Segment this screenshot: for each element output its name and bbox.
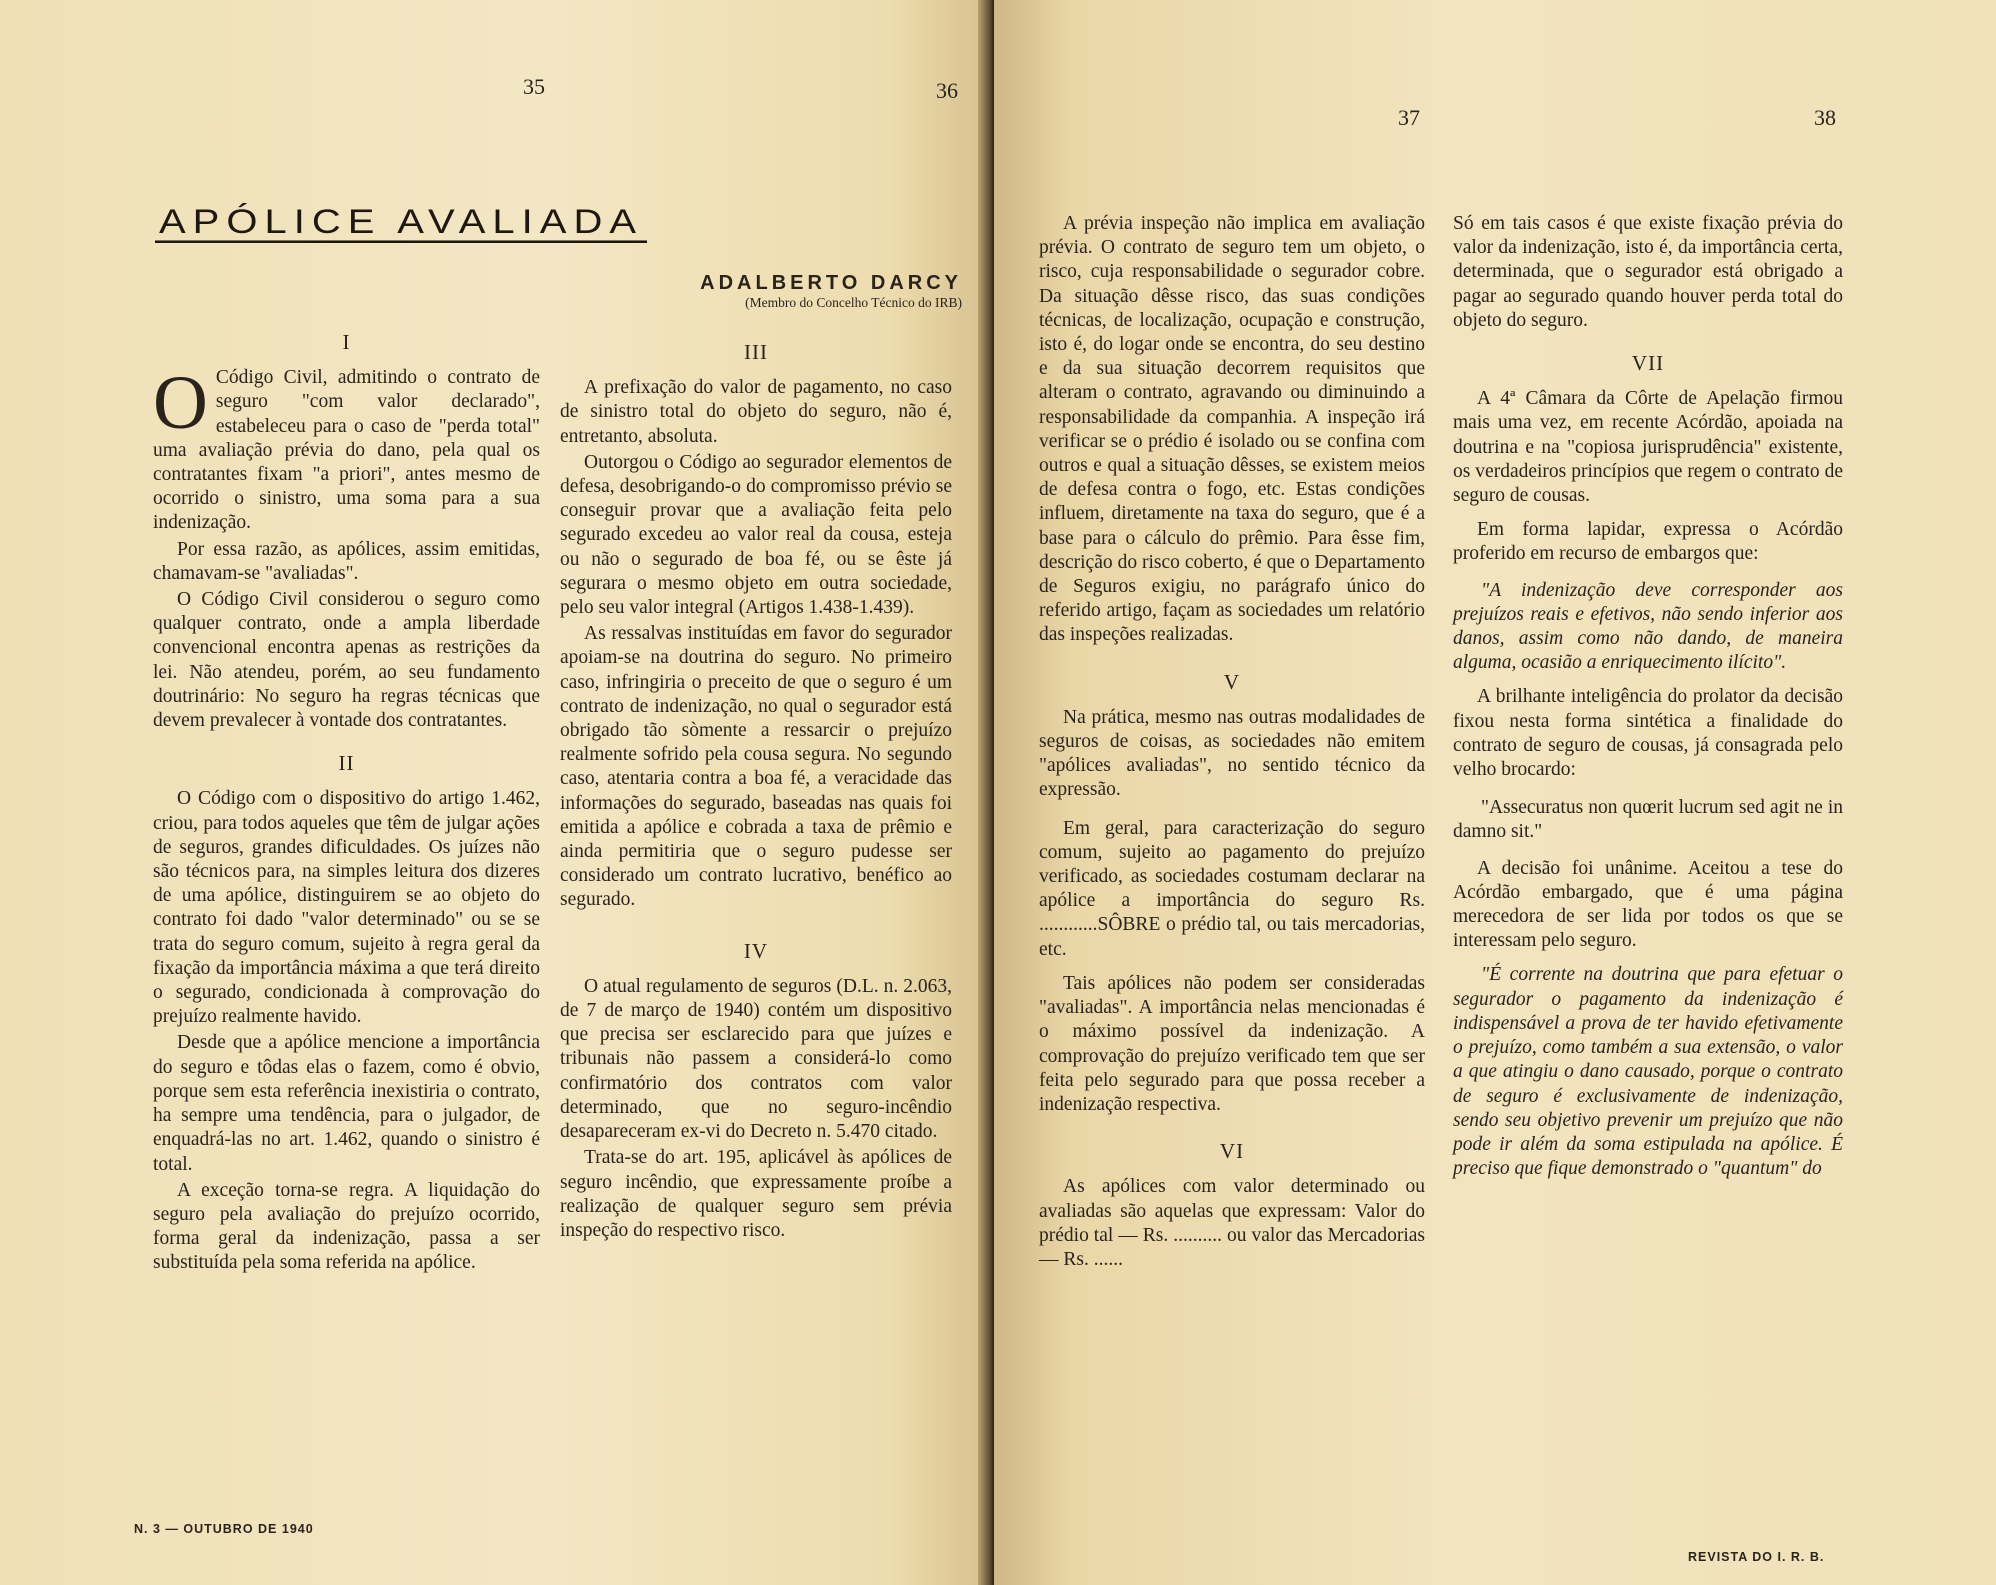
column-2 (560, 330, 952, 1243)
footer-journal: REVISTA DO I. R. B. (1688, 1550, 1825, 1564)
paragraph: A prévia inspeção não implica em avaliação prévia. O contrato de seguro tem um objeto, o risco, cuja responsabilidade o segurador cobre. Da situação dêsse risco, das suas condições técnicas, de localização, ocupação e construção, isto é, do logar onde se encontra, do seu destino e da sua situação decorrem requisitos que alteram o contrato, agravando ou diminuindo a responsabilidade da companhia. A inspeção irá verificar se o prédio é isolado ou se confina com outros e qual a situação dêsses, se existem meios de defesa contra o fogo, etc. Estas condições influem, diretamente na taxa do seguro, que é a base para o cálculo do prêmio. Para êsse fim, descrição do risco coberto, é que o Departamento de Seguros exigiu, no parágrafo único do referido artigo, façam as sociedades um relatório das inspeções realizadas. (1039, 213, 1425, 646)
section-heading-VI: VI (1219, 1139, 1245, 1164)
paragraph: A brilhante inteligência do prolator da decisão fixou nesta forma sintética a finalidade do contrato de seguro de cousas, já consagrada pelo velho brocardo: (1453, 686, 1843, 781)
paragraph: As ressalvas instituídas em favor do segurador apoiam-se na doutrina do seguro. No primeiro caso, infringiria o preceito de que o seguro é um contrato de indenização, no qual o segurador está obrigado tão sòmente a ressarcir o prejuízo realmente sofrido pela cousa segura. No segundo caso, atentaria contra a boa fé, a veracidade das informações do segurado, baseadas nas quais foi emitida a apólice e cobrada a taxa de prêmio e ainda permitiria que o seguro pudesse ser considerado um contrato lucrativo, benéfico ao segurado. (560, 623, 952, 911)
author-affiliation: (Membro do Concelho Técnico do IRB) (745, 295, 962, 310)
section-heading-VII: VII (1631, 351, 1665, 376)
page-number-37: 37 (1398, 105, 1420, 130)
page-number-36: 36 (936, 78, 958, 103)
page-number-38: 38 (1814, 105, 1836, 130)
paragraph: A decisão foi unânime. Aceitou a tese do Acórdão embargado, que é uma página merecedora de ser lida por todos os que se interessam pelo seguro. (1453, 857, 1843, 952)
footer-issue: N. 3 — OUTUBRO DE 1940 (134, 1522, 314, 1536)
column-4 (1453, 212, 1843, 1181)
column-3 (1039, 212, 1425, 1272)
paragraph: Em geral, para caracterização do seguro comum, sujeito ao pagamento do prejuízo verificado, as sociedades costumam declarar na apólice a importância do seguro Rs. ............SÔBRE o prédio tal, ou tais mercadorias, etc. (1039, 817, 1425, 960)
paragraph: O Código Civil considerou o seguro como qualquer contrato, onde a ampla liberdade convencional encontra apenas as restrições da lei. Não atendeu, porém, ao seu fundamento doutrinário: No seguro ha regras técnicas que devem prevalecer à vontade dos contratantes. (153, 589, 540, 732)
latin-quotation: "Assecuratus non quœrit lucrum sed agit ne in damno sit." (1453, 797, 1843, 843)
right-page (994, 0, 1996, 1585)
left-page (0, 0, 990, 1585)
paragraph: As apólices com valor determinado ou avaliadas são aquelas que expressam: Valor do prédio tal — Rs. .......... ou valor das Mercadorias — Rs. ...... (1039, 1176, 1425, 1270)
paragraph: Só em tais casos é que existe fixação prévia do valor da indenização, isto é, da importância certa, determinada, que o segurador está obrigado a pagar ao segurado quando houver perda total do objeto do seguro. (1453, 213, 1843, 331)
section-heading-II: II (338, 751, 355, 776)
page-number-35: 35 (523, 74, 545, 99)
paragraph: Trata-se do art. 195, aplicável às apólices de seguro incêndio, que expressamente proíbe a realização de qualquer seguro sem prévia inspeção do respectivo risco. (560, 1147, 952, 1241)
quotation: "É corrente na doutrina que para efetuar o segurador o pagamento da indenização é indispensável a prova de ter havido efetivamente o prejuízo, como também a sua extensão, o valor a que atingiu o dano causado, porque o contrato de seguro é exclusivamente de indenização, sendo seu objetivo prevenir um prejuízo que não pode ir além da soma estipulada na apólice. É preciso que fique demonstrado o "quantum" do (1453, 964, 1843, 1180)
byline (560, 272, 962, 311)
paragraph: Desde que a apólice mencione a importância do seguro e tôdas elas o fazem, como é obvio, porque sem esta referência inexistiria o contrato, ha sempre uma tendência, para o julgador, de enquadrá-las no art. 1.462, quando o sinistro é total. (153, 1032, 540, 1175)
paragraph: Em forma lapidar, expressa o Acórdão proferido em recurso de embargos que: (1453, 519, 1843, 565)
column-1 (153, 322, 540, 1276)
drop-cap: O (153, 361, 208, 446)
paragraph: O Código com o dispositivo do artigo 1.462, criou, para todos aqueles que têm de julgar ações de seguros, grandes dificuldades. Os juízes não são técnicos para, na simples leitura dos dizeres de uma apólice, distinguirem se ao objeto do contrato foi dado "valor determinado" ou se se trata do seguro comum, sujeito à regra geral da fixação da importância máxima a que terá direito o segurado, condicionada à comprovação do prejuízo realmente havido. (153, 788, 540, 1028)
section-heading-IV: IV (743, 938, 769, 963)
paragraph: Na prática, mesmo nas outras modalidades de seguros de coisas, as sociedades não emitem "apólices avaliadas", no sentido técnico da expressão. (1039, 706, 1425, 801)
article-title: APÓLICE AVALIADA (155, 203, 647, 243)
paragraph: Outorgou o Código ao segurador elementos de defesa, desobrigando-o do compromisso prévio se conseguir provar que a avaliação feita pelo segurado excedeu ao valor real da cousa, esteja ou não o segurado de boa fé, ou se êste já segurara o mesmo objeto em outra sociedade, pelo seu valor integral (Artigos 1.438-1.439). (560, 451, 952, 619)
section-heading-V: V (1223, 669, 1241, 694)
paragraph: O atual regulamento de seguros (D.L. n. 2.063, de 7 de março de 1940) contém um dispositivo que precisa ser esclarecido para que juízes e tribunais não passem a considerá-lo como confirmatório dos contratos com valor determinado, que no seguro-incêndio desapareceram ex-vi do Decreto n. 5.470 citado. (560, 975, 952, 1143)
section-heading-I: I (342, 330, 351, 354)
article-title-wrap (155, 196, 647, 243)
paragraph: A 4ª Câmara da Côrte de Apelação firmou mais uma vez, em recente Acórdão, apoiada na doutrina e na "copiosa jurisprudência" existente, os verdadeiros princípios que regem o contrato de seguro de cousas. (1453, 388, 1843, 507)
paragraph: A exceção torna-se regra. A liquidação do seguro pela avaliação do prejuízo ocorrido, forma geral da indenização, passa a ser substituída pela soma referida na apólice. (153, 1179, 540, 1274)
paragraph-text: Código Civil, admitindo o contrato de seguro "com valor declarado", estabeleceu para o caso de "perda total" uma avaliação prévia do dano, pela qual os contratantes fixam "a priori", antes mesmo de ocorrido o sinistro, uma soma para a sua indenização. (153, 367, 540, 534)
paragraph: A prefixação do valor de pagamento, no caso de sinistro total do objeto do seguro, não é, entretanto, absoluta. (560, 377, 952, 447)
quotation: "A indenização deve corresponder aos prejuízos reais e efetivos, não sendo inferior aos danos, assim como não dando, de maneira alguma, ocasião a enriquecimento ilícito". (1453, 579, 1843, 674)
paragraph (153, 361, 540, 535)
section-heading-III: III (744, 340, 768, 364)
paragraph: Tais apólices não podem ser consideradas "avaliadas". A importância nelas mencionadas é o máximo possível da indenização. A comprovação do prejuízo verificado tem que ser feita pelo segurado para que possa receber a indenização respectiva. (1039, 972, 1425, 1115)
author-name: ADALBERTO DARCY (700, 272, 962, 294)
paragraph: Por essa razão, as apólices, assim emitidas, chamavam-se "avaliadas". (153, 538, 540, 584)
